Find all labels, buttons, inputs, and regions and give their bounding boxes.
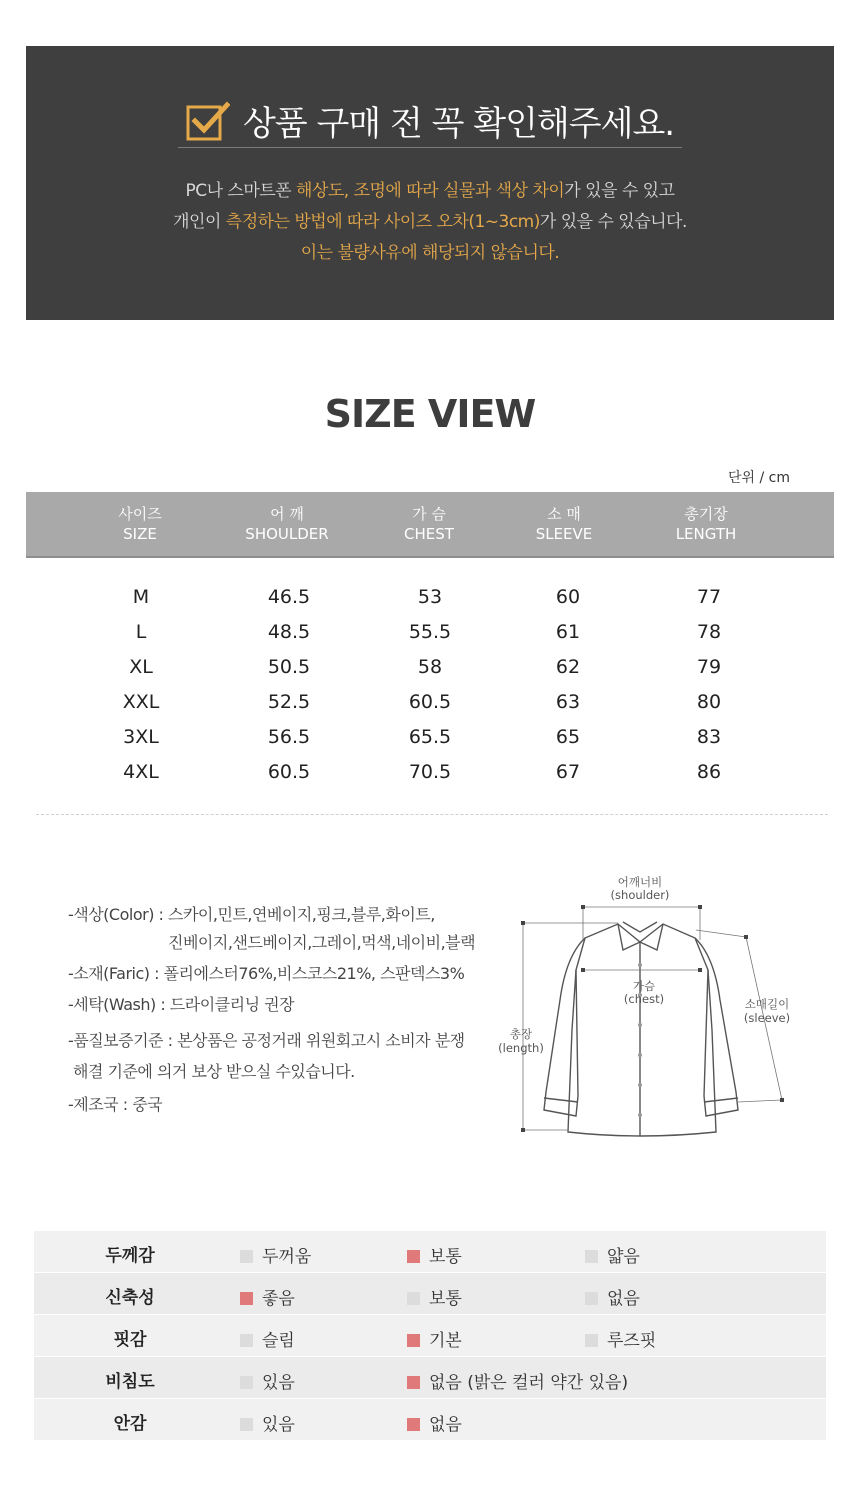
- info-color-values-1: 스카이,민트,연베이지,핑크,블루,화이트,: [168, 905, 435, 924]
- table-row: [0, 757, 860, 792]
- option-label: 슬림: [262, 1331, 295, 1351]
- option-label: 루즈핏: [607, 1331, 657, 1351]
- section-divider: [36, 814, 828, 815]
- notice-line-1-text: PC나 스마트폰: [185, 181, 297, 201]
- option-yes: [240, 1368, 295, 1393]
- header-sleeve-ko: 소 매: [547, 505, 581, 523]
- option-thin: [585, 1242, 640, 1267]
- cell-shoulder: 52.5: [267, 691, 311, 713]
- unit-label: 단위 / cm: [727, 470, 790, 486]
- option-label: 있음: [262, 1373, 295, 1393]
- attribute-row-elasticity: [34, 1273, 826, 1315]
- checked-square-icon: [407, 1376, 420, 1389]
- header-length-ko: 총기장: [684, 505, 728, 523]
- notice-line-1: [26, 176, 834, 207]
- notice-line-2-text: 개인이: [173, 212, 226, 232]
- header-size: [60, 504, 220, 544]
- cell-chest: 58: [417, 656, 443, 678]
- header-sleeve-en: SLEEVE: [535, 525, 593, 543]
- cell-size: 3XL: [123, 726, 159, 748]
- size-view-title: SIZE VIEW: [324, 392, 536, 436]
- label-chest-en: (chest): [623, 992, 665, 1006]
- option-label: 좋음: [262, 1289, 295, 1309]
- attribute-label: 비침도: [105, 1372, 155, 1392]
- notice-line-1-text-end: 가 있을 수 있고: [564, 181, 675, 201]
- option-none: [585, 1284, 640, 1309]
- attribute-label: 안감: [113, 1414, 147, 1434]
- notice-line-2-text-end: 가 있을 수 있습니다.: [539, 212, 687, 232]
- attributes-table: [34, 1231, 826, 1441]
- table-row: [0, 687, 860, 722]
- option-loose: [585, 1326, 656, 1351]
- option-label: 있음: [262, 1415, 295, 1435]
- header-chest-ko: 가 슴: [412, 505, 446, 523]
- cell-length: 78: [696, 621, 722, 643]
- size-table-header: [26, 492, 834, 558]
- notice-line-2: [26, 207, 834, 238]
- cell-length: 83: [696, 726, 722, 748]
- unchecked-square-icon: [585, 1250, 598, 1263]
- table-row: [0, 722, 860, 757]
- unchecked-square-icon: [240, 1334, 253, 1347]
- label-chest-ko: 가슴: [632, 979, 656, 993]
- notice-line-1-highlight: 해상도, 조명에 따라 실물과 색상 차이: [296, 181, 565, 201]
- cell-length: 77: [696, 586, 722, 608]
- cell-chest: 55.5: [408, 621, 452, 643]
- notice-line-2-highlight: 측정하는 방법에 따라 사이즈 오차(1~3cm): [225, 212, 540, 232]
- header-shoulder-en: SHOULDER: [245, 525, 329, 543]
- cell-length: 86: [696, 761, 722, 783]
- option-label: 없음 (밝은 컬러 약간 있음): [429, 1373, 629, 1393]
- option-regular: [407, 1326, 462, 1351]
- checked-square-icon: [407, 1250, 420, 1263]
- info-warranty-1: -품질보증기준 : 본상품은 공정거래 위원회고시 소비자 분쟁: [68, 1031, 465, 1050]
- info-color-values-2: 진베이지,샌드베이지,그레이,먹색,네이비,블랙: [168, 933, 476, 952]
- notice-line-3-highlight: 이는 불량사유에 해당되지 않습니다.: [300, 243, 560, 263]
- cell-chest: 53: [417, 586, 443, 608]
- option-slim: [240, 1326, 295, 1351]
- header-shoulder-ko: 어 깨: [270, 505, 304, 523]
- option-yes: [240, 1410, 295, 1435]
- label-length-ko: 총장: [509, 1027, 533, 1041]
- attribute-row-fit: [34, 1315, 826, 1357]
- cell-length: 80: [696, 691, 722, 713]
- info-material: -소재(Faric) : 폴리에스터76%,비스코스21%, 스판덱스3%: [68, 964, 465, 983]
- attribute-row-lining: [34, 1399, 826, 1441]
- attribute-row-thickness: [34, 1231, 826, 1273]
- unchecked-square-icon: [585, 1292, 598, 1305]
- cell-chest: 70.5: [408, 761, 452, 783]
- attribute-label: 두께감: [105, 1246, 155, 1266]
- cell-size: M: [132, 586, 150, 608]
- notice-divider: [178, 147, 682, 148]
- notice-line-3: [26, 238, 834, 269]
- header-size-ko: 사이즈: [118, 505, 162, 523]
- unchecked-square-icon: [407, 1292, 420, 1305]
- label-shoulder-ko: 어깨너비: [617, 875, 663, 889]
- unchecked-square-icon: [240, 1376, 253, 1389]
- cell-size: L: [135, 621, 147, 643]
- header-length-en: LENGTH: [675, 525, 737, 543]
- attribute-label: 신축성: [105, 1288, 155, 1308]
- header-length: [626, 504, 786, 544]
- cell-shoulder: 50.5: [267, 656, 311, 678]
- notice-text: [26, 176, 834, 269]
- header-chest-en: CHEST: [404, 525, 454, 543]
- notice-title: 상품 구매 전 꼭 확인해주세요.: [242, 104, 675, 144]
- unchecked-square-icon: [585, 1334, 598, 1347]
- option-label: 보통: [429, 1289, 462, 1309]
- option-label: 없음: [429, 1415, 462, 1435]
- cell-shoulder: 46.5: [267, 586, 311, 608]
- table-row: [0, 617, 860, 652]
- shirt-measurement-diagram: [490, 870, 810, 1150]
- info-color-label: -색상(Color) :: [68, 905, 164, 924]
- option-no: [407, 1368, 628, 1393]
- option-normal: [407, 1242, 462, 1267]
- cell-sleeve: 63: [555, 691, 581, 713]
- attribute-label: 핏감: [113, 1330, 147, 1350]
- table-row: [0, 582, 860, 617]
- cell-chest: 65.5: [408, 726, 452, 748]
- notice-box: [26, 46, 834, 320]
- unchecked-square-icon: [240, 1418, 253, 1431]
- cell-size: 4XL: [123, 761, 159, 783]
- cell-sleeve: 65: [555, 726, 581, 748]
- cell-size: XL: [129, 656, 153, 678]
- option-label: 얇음: [607, 1247, 640, 1267]
- cell-sleeve: 60: [555, 586, 581, 608]
- cell-shoulder: 56.5: [267, 726, 311, 748]
- info-warranty-2: 해결 기준에 의거 보상 받으실 수있습니다.: [73, 1062, 355, 1081]
- checked-square-icon: [407, 1418, 420, 1431]
- option-label: 두꺼움: [262, 1247, 312, 1267]
- option-label: 기본: [429, 1331, 462, 1351]
- checked-square-icon: [407, 1334, 420, 1347]
- info-wash: -세탁(Wash) : 드라이클리닝 권장: [68, 995, 295, 1014]
- checked-square-icon: [240, 1292, 253, 1305]
- unchecked-square-icon: [240, 1250, 253, 1263]
- option-label: 없음: [607, 1289, 640, 1309]
- cell-sleeve: 61: [555, 621, 581, 643]
- option-thick: [240, 1242, 311, 1267]
- label-shoulder-en: (shoulder): [610, 888, 670, 902]
- checkbox-check-icon: [186, 99, 230, 143]
- header-size-en: SIZE: [123, 525, 157, 543]
- cell-sleeve: 62: [555, 656, 581, 678]
- option-label: 보통: [429, 1247, 462, 1267]
- notice-header: [26, 96, 834, 145]
- info-color: [68, 902, 435, 925]
- option-good: [240, 1284, 295, 1309]
- cell-shoulder: 60.5: [267, 761, 311, 783]
- option-no: [407, 1410, 462, 1435]
- cell-size: XXL: [122, 691, 160, 713]
- cell-shoulder: 48.5: [267, 621, 311, 643]
- option-normal: [407, 1284, 462, 1309]
- info-origin: -제조국 : 중국: [68, 1095, 163, 1114]
- cell-sleeve: 67: [555, 761, 581, 783]
- attribute-row-sheerness: [34, 1357, 826, 1399]
- table-row: [0, 652, 860, 687]
- header-shoulder: [207, 504, 367, 544]
- label-sleeve-en: (sleeve): [743, 1011, 791, 1025]
- cell-length: 79: [696, 656, 722, 678]
- label-length-en: (length): [498, 1041, 544, 1055]
- header-sleeve: [484, 504, 644, 544]
- label-sleeve-ko: 소매길이: [744, 997, 790, 1011]
- cell-chest: 60.5: [408, 691, 452, 713]
